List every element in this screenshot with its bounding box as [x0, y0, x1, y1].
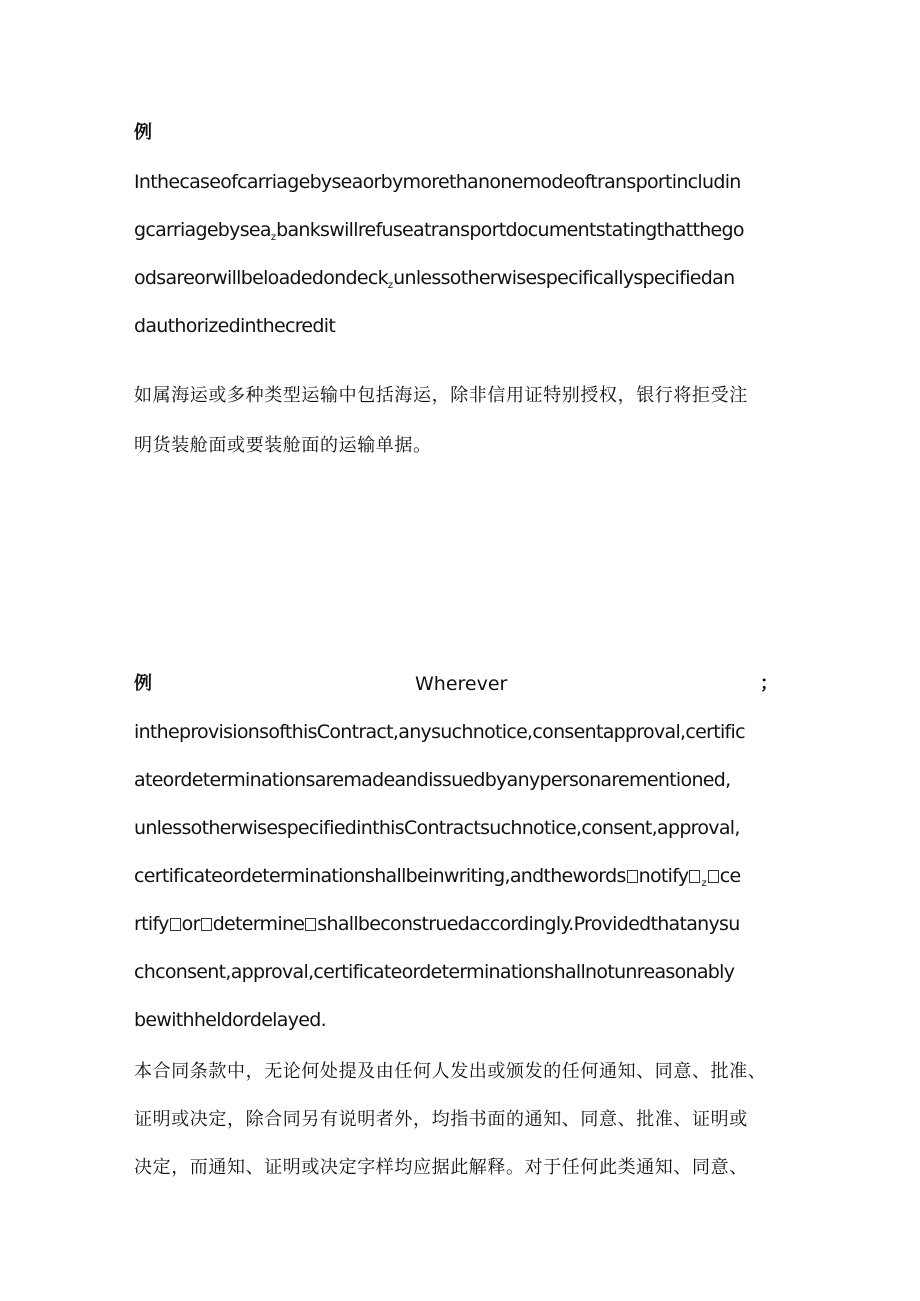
example-2-en-line-1: intheprovisionsofthisContract,anysuchnotice,consentapproval,certific — [134, 721, 745, 743]
example-2-en-line-2: ateordeterminationsaremadeandissuedbyanypersonarementioned, — [134, 769, 731, 791]
example-2-keyword: Wherever — [415, 673, 508, 695]
example-1-zh-line-2: 明货装舱面或要装舱面的运输单据。 — [134, 435, 432, 456]
example-2-zh-line-1: 本合同条款中，无论何处提及由任何人发出或颁发的任何通知、同意、批准、 — [134, 1061, 767, 1082]
missing-glyph-box — [627, 870, 638, 883]
missing-glyph-box — [708, 870, 719, 883]
missing-glyph-box — [201, 918, 212, 931]
example-1-en-line-1: Inthecaseofcarriagebyseaorbymorethanonemodeoftransportincludin — [134, 171, 741, 193]
example-2-heading: 例 — [134, 673, 152, 694]
example-1-en-line-2: gcarriagebysea$_z$bankswillrefuseatransportdocumentstatingthatthego — [134, 219, 744, 243]
example-1-zh-line-1: 如属海运或多种类型运输中包括海运，除非信用证特别授权，银行将拒受注 — [134, 385, 748, 406]
missing-glyph-box — [689, 870, 700, 883]
missing-glyph-box — [170, 918, 181, 931]
example-2-en-line-5: rtify or determine shallbeconstruedaccordingly.Providedthatanysu — [134, 913, 740, 935]
example-2-zh-line-2: 证明或决定，除合同另有说明者外，均指书面的通知、同意、批准、证明或 — [134, 1109, 748, 1130]
example-2-en-line-6: chconsent,approval,certificateordeterminationshallnotunreasonably — [134, 961, 735, 983]
example-1-en-line-3: odsareorwillbeloadedondeck$_z$unlessotherwisespecificallyspecifiedan — [134, 267, 735, 291]
example-2-zh-line-3: 决定，而通知、证明或决定字样均应据此解释。对于任何此类通知、同意、 — [134, 1157, 748, 1178]
example-1-en-line-4: dauthorizedinthecredit — [134, 315, 336, 337]
example-2-semicolon: ； — [760, 673, 778, 694]
example-2-en-line-4: certificateordeterminationshallbeinwriting,andthewords notify $_z$ ce — [134, 865, 741, 889]
missing-glyph-box — [305, 918, 316, 931]
example-2-en-line-7: bewithheldordelayed. — [134, 1009, 326, 1031]
example-2-en-line-3: unlessotherwisespecifiedinthisContractsuchnotice,consent,approval, — [134, 817, 740, 839]
example-1-heading: 例 — [134, 122, 152, 143]
